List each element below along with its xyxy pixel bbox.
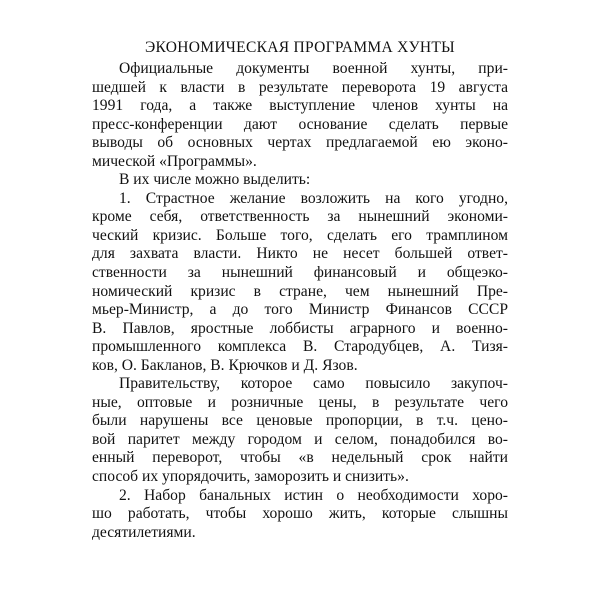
text-line: для захвата власти. Никто не несет большей ответ- bbox=[92, 245, 508, 263]
text-line: Правительству, которое само повысило закупоч- bbox=[119, 375, 508, 393]
text-line: В. Павлов, яростные лоббисты аграрного и военно- bbox=[92, 319, 508, 337]
document-page bbox=[92, 38, 508, 542]
text-line: 1991 года, а также выступление членов хунты на bbox=[92, 97, 508, 115]
text-line: 1. Страстное желание возложить на кого угодно, bbox=[119, 189, 508, 207]
text-line: выводы об основных чертах предлагаемой ею эконо- bbox=[92, 134, 508, 152]
text-line: способ их упорядочить, заморозить и снизить». bbox=[92, 468, 409, 486]
text-line: шедшей к власти в результате переворота 19 августа bbox=[92, 78, 508, 96]
text-line: номический кризис в стране, чем нынешний Пре- bbox=[92, 282, 508, 300]
text-line: были нарушены все ценовые пропорции, в т.ч. цено- bbox=[92, 412, 508, 430]
text-line: ков, О. Бакланов, В. Крючков и Д. Язов. bbox=[92, 356, 358, 374]
document-body bbox=[92, 60, 508, 542]
text-line: ные, оптовые и розничные цены, в результате чего bbox=[92, 393, 508, 411]
text-line: Официальные документы военной хунты, при- bbox=[119, 60, 508, 77]
text-line: ственности за нынешний финансовый и общеэко- bbox=[92, 264, 508, 282]
text-line: пресс-конференции дают основание сделать первые bbox=[92, 115, 508, 133]
text-line: шо работать, чтобы хорошо жить, которые слышны bbox=[92, 505, 508, 523]
text-line: мьер-Министр, а до того Министр Финансов СССР bbox=[92, 301, 508, 319]
text-line: мической «Программы». bbox=[92, 152, 257, 170]
text-line: промышленного комплекса В. Стародубцев, А. Тизя- bbox=[92, 338, 508, 356]
text-line: кроме себя, ответственность за нынешний экономи- bbox=[92, 208, 508, 226]
text-line: ческий кризис. Больше того, сделать его трамплином bbox=[92, 226, 508, 244]
text-line: вой паритет между городом и селом, понадобился во- bbox=[92, 430, 508, 448]
text-line: десятилетиями. bbox=[92, 523, 196, 541]
text-line: енный переворот, чтобы «в недельный срок найти bbox=[92, 449, 508, 467]
document-title: ЭКОНОМИЧЕСКАЯ ПРОГРАММА ХУНТЫ bbox=[144, 39, 456, 56]
text-line: В их числе можно выделить: bbox=[119, 171, 311, 189]
text-line: 2. Набор банальных истин о необходимости хоро- bbox=[119, 486, 508, 504]
